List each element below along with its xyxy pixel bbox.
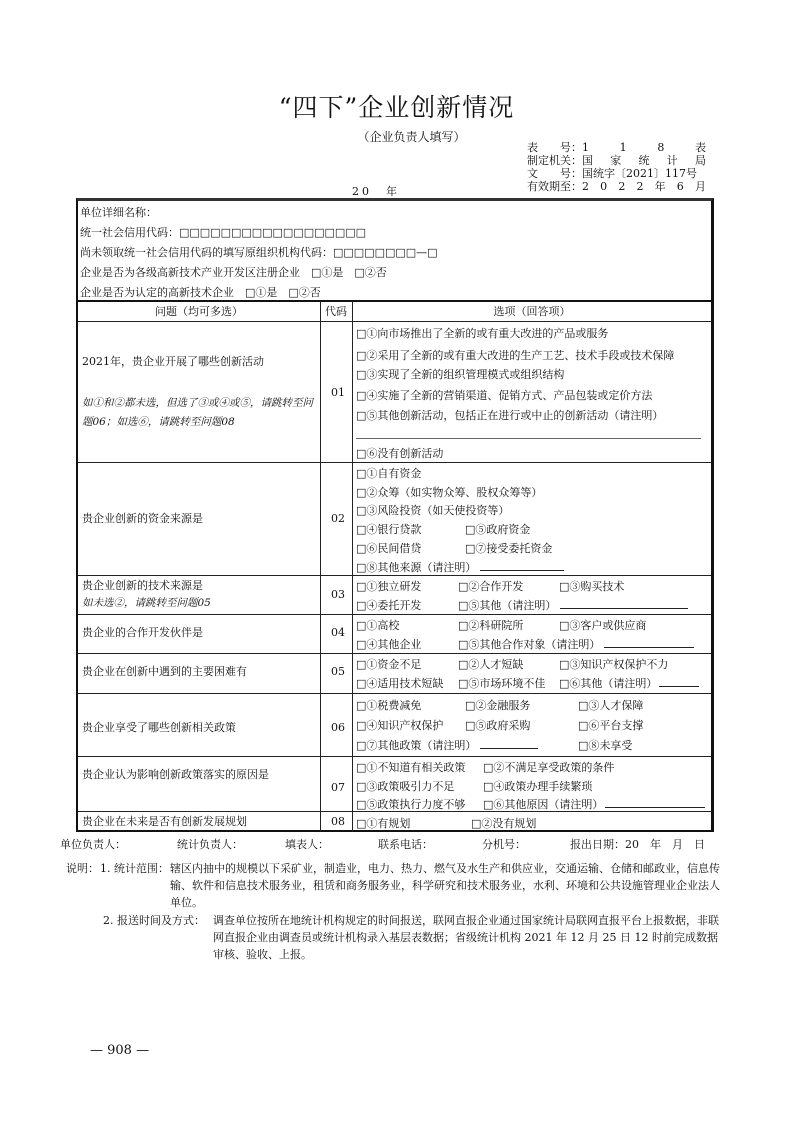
- issuing-authority: [527, 154, 706, 167]
- header-code: 代码: [325, 305, 347, 318]
- divider: [78, 653, 711, 654]
- form-number-label: 表 号：: [527, 141, 582, 154]
- q04-option-3[interactable]: □③客户或供应商: [559, 619, 647, 632]
- valid-label: 有效期至：: [527, 180, 582, 193]
- form-number: [527, 141, 706, 154]
- q07-option-1[interactable]: □①不知道有相关政策: [356, 761, 466, 774]
- q06-option-7-label: □⑦其他政策（请注明）: [356, 739, 477, 752]
- filler-label: 填表人：: [285, 838, 329, 851]
- divider: [78, 462, 711, 463]
- question-01-code: 01: [331, 386, 345, 399]
- q01-option-6[interactable]: □⑥没有创新活动: [356, 447, 444, 460]
- question-06-code: 06: [331, 721, 345, 734]
- q07-option-5[interactable]: □⑤政策执行力度不够: [356, 798, 466, 811]
- question-04-code: 04: [331, 626, 345, 639]
- q05-option-1[interactable]: □①资金不足: [356, 658, 422, 671]
- org-code-field[interactable]: 尚未领取统一社会信用代码的填写原组织机构代码：□□□□□□□□—□: [80, 246, 438, 259]
- question-06-text: 贵企业享受了哪些创新相关政策: [82, 721, 236, 734]
- hitech-zone-question[interactable]: 企业是否为各级高新技术产业开发区注册企业 □①是 □②否: [80, 266, 387, 279]
- q01-option-4[interactable]: □④实施了全新的营销渠道、促销方式、产品包装或定价方法: [356, 389, 653, 402]
- q02-option-3[interactable]: □③风险投资（如天使投资等）: [356, 504, 510, 517]
- q01-option-1[interactable]: □①向市场推出了全新的或有重大改进的产品或服务: [356, 327, 609, 340]
- q05-option-6[interactable]: [559, 675, 699, 691]
- meta-char: 0: [600, 180, 608, 193]
- question-05-code: 05: [331, 665, 345, 678]
- q04-option-1[interactable]: □①高校: [356, 619, 400, 632]
- q06-option-8[interactable]: □⑧未享受: [578, 739, 633, 752]
- credit-code-field[interactable]: 统一社会信用代码：□□□□□□□□□□□□□□□□□□: [80, 226, 367, 239]
- q02-specify-line[interactable]: [480, 560, 564, 571]
- meta-char: 8: [657, 141, 665, 154]
- q01-specify-line[interactable]: [356, 438, 701, 439]
- q03-option-2[interactable]: □②合作开发: [458, 580, 524, 593]
- meta-char: 表: [694, 141, 706, 154]
- q02-option-5[interactable]: □⑤政府资金: [465, 523, 531, 536]
- meta-char: 1: [619, 141, 627, 154]
- q07-specify-line[interactable]: [605, 797, 705, 808]
- page-number: — 908 —: [90, 1043, 150, 1058]
- question-02-code: 02: [331, 512, 345, 525]
- report-year: 20 年: [352, 185, 400, 198]
- q03-specify-line[interactable]: [560, 598, 688, 609]
- extension-label: 分机号：: [482, 838, 526, 851]
- q05-option-2[interactable]: □②人才短缺: [458, 658, 524, 671]
- meta-char: 统: [638, 154, 650, 167]
- meta-char: 6: [676, 180, 684, 193]
- doc-number-label: 文 号：: [527, 167, 582, 180]
- q06-option-6[interactable]: □⑥平台支撑: [578, 719, 644, 732]
- meta-char: 2: [582, 180, 589, 193]
- header-question: 问题（均可多选）: [155, 305, 243, 318]
- q04-option-2[interactable]: □②科研院所: [458, 619, 524, 632]
- question-07-text: 贵企业认为影响创新政策落实的原因是: [82, 768, 269, 781]
- unit-head-label: 单位负责人：: [60, 838, 126, 851]
- q06-option-5[interactable]: □⑤政府采购: [465, 719, 531, 732]
- question-08-code: 08: [331, 815, 345, 828]
- question-08-text: 贵企业在未来是否有创新发展规划: [82, 815, 247, 828]
- q03-option-5[interactable]: [458, 597, 688, 613]
- q03-option-5-label: □⑤其他（请注明）: [458, 599, 557, 612]
- survey-table: [76, 198, 714, 832]
- meta-char: 年: [654, 180, 666, 193]
- q06-option-1[interactable]: □①税费减免: [356, 699, 422, 712]
- q08-option-2[interactable]: □②没有规划: [471, 817, 537, 830]
- meta-char: 计: [666, 154, 678, 167]
- document-number: [527, 167, 697, 180]
- meta-char: 2: [636, 180, 644, 193]
- authority-label: 制定机关：: [527, 154, 582, 167]
- vu-value: [582, 180, 706, 193]
- divider: [78, 756, 711, 757]
- hitech-enterprise-question[interactable]: 企业是否为认定的高新技术企业 □①是 □②否: [80, 286, 321, 299]
- note-2-label: 2. 报送时间及方式：: [103, 914, 205, 927]
- meta-char: 家: [610, 154, 622, 167]
- valid-until: [527, 180, 706, 193]
- fn-value: [582, 141, 706, 154]
- form-subtitle: （企业负责人填写）: [357, 130, 466, 144]
- question-02-text: 贵企业创新的资金来源是: [82, 512, 203, 525]
- q04-option-5[interactable]: [458, 636, 694, 652]
- meta-char: 局: [695, 154, 706, 167]
- question-01-note: 如①和②都未选，但选了③或④或⑤，请跳转至问题06；如选⑥，请跳转至问题08: [82, 397, 313, 428]
- q04-specify-line[interactable]: [604, 637, 694, 648]
- note-1-text: 辖区内抽中的规模以下采矿业，制造业，电力、热力、燃气及水生产和供应业，交通运输、仓储和邮政业，信息传输、软件和信息技术服务业，租赁和商务服务业，科学研究和技术服务业，水利、环境和公共设施管理业企业法人单位。: [170, 862, 720, 909]
- q02-option-7[interactable]: □⑦接受委托资金: [465, 542, 553, 555]
- question-03-note: 如未选②，请跳转至问题05: [82, 597, 211, 609]
- q05-specify-line[interactable]: [659, 676, 699, 687]
- q05-option-5[interactable]: □⑤市场环境不佳: [458, 677, 546, 690]
- header-options: 选项（回答项）: [493, 305, 571, 318]
- q02-option-4[interactable]: □④银行贷款: [356, 523, 422, 536]
- doc-number-value: 国统字〔2021〕117号: [582, 167, 697, 180]
- q06-option-7[interactable]: [356, 737, 538, 753]
- report-date-label: 报出日期：20 年 月 日: [570, 838, 705, 851]
- note-1-label: 1. 统计范围：: [100, 862, 169, 875]
- q05-option-3[interactable]: □③知识产权保护不力: [559, 658, 669, 671]
- question-04-text: 贵企业的合作开发伙伴是: [82, 626, 203, 639]
- q06-option-2[interactable]: □②金融服务: [465, 699, 531, 712]
- q02-option-8-label: □⑧其他来源（请注明）: [356, 561, 477, 574]
- meta-char: 月: [694, 180, 706, 193]
- note-2-text: 调查单位按所在地统计机构规定的时间报送，联网直报企业通过国家统计局联网直报平台上报数据，非联网直报企业由调查员或统计机构录入基层表数据；省级统计机构 2021 年 12 月 25 日 12 时前完成数据审核、验收、上报。: [213, 914, 719, 961]
- unit-name-field[interactable]: 单位详细名称：: [80, 206, 157, 219]
- q05-option-4[interactable]: □④适用技术短缺: [356, 677, 444, 690]
- q01-option-2[interactable]: □②采用了全新的或有重大改进的生产工艺、技术手段或技术保障: [356, 349, 675, 362]
- question-01-text: 2021年，贵企业开展了哪些创新活动: [82, 355, 264, 368]
- q01-option-3[interactable]: □③实现了全新的组织管理模式或组织结构: [356, 368, 565, 381]
- q07-option-4[interactable]: □④政策办理手续繁琐: [483, 780, 593, 793]
- question-05-text: 贵企业在创新中遇到的主要困难有: [82, 665, 247, 678]
- question-03-text: 贵企业创新的技术来源是: [82, 579, 203, 592]
- column-divider: [320, 301, 321, 832]
- au-value: [582, 154, 706, 167]
- divider: [78, 811, 711, 812]
- meta-char: 国: [582, 154, 593, 167]
- q06-option-3[interactable]: □③人才保障: [578, 699, 644, 712]
- q08-option-1[interactable]: □①有规划: [356, 817, 411, 830]
- q02-option-6[interactable]: □⑥民间借贷: [356, 542, 422, 555]
- form-title: “四下”企业创新情况: [278, 93, 515, 122]
- divider: [78, 300, 711, 302]
- stat-head-label: 统计负责人：: [177, 838, 243, 851]
- q04-option-4[interactable]: □④其他企业: [356, 638, 422, 651]
- q03-option-1[interactable]: □①独立研发: [356, 580, 422, 593]
- q02-option-1[interactable]: □①自有资金: [356, 467, 422, 480]
- divider: [78, 321, 711, 322]
- notes-label: 说明：: [66, 862, 99, 875]
- phone-label: 联系电话：: [378, 838, 433, 851]
- q06-option-4[interactable]: □④知识产权保护: [356, 719, 444, 732]
- q01-option-5[interactable]: □⑤其他创新活动，包括正在进行或中止的创新活动（请注明）: [356, 409, 664, 422]
- q03-option-4[interactable]: □④委托开发: [356, 599, 422, 612]
- divider: [78, 575, 711, 576]
- question-03-code: 03: [331, 588, 345, 601]
- q07-option-3[interactable]: □③政策吸引力不足: [356, 780, 455, 793]
- q03-option-3[interactable]: □③购买技术: [559, 580, 625, 593]
- divider: [78, 693, 711, 694]
- question-07-code: 07: [331, 781, 345, 794]
- q07-option-6-label: □⑥其他原因（请注明）: [483, 798, 604, 811]
- q02-option-8[interactable]: [356, 559, 564, 575]
- column-divider: [352, 301, 353, 832]
- meta-char: 1: [582, 141, 589, 154]
- q04-option-5-label: □⑤其他合作对象（请注明）: [458, 638, 601, 651]
- divider: [78, 614, 711, 615]
- q07-option-2[interactable]: □②不满足享受政策的条件: [483, 761, 615, 774]
- q05-option-6-label: □⑥其他（请注明）: [559, 677, 658, 690]
- q02-option-2[interactable]: □②众筹（如实物众筹、股权众筹等）: [356, 486, 543, 499]
- meta-char: 2: [618, 180, 626, 193]
- q07-option-6[interactable]: [483, 796, 705, 812]
- q06-specify-line[interactable]: [480, 738, 538, 749]
